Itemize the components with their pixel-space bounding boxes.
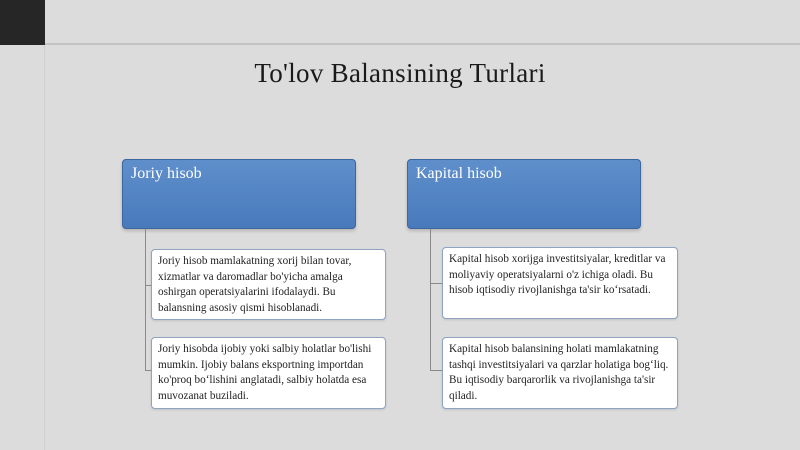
joriy-detail-1: Joriy hisob mamlakatning xorij bilan tovar, xizmatlar va daromadlar bo'yicha amalga oshirgan operatsiyalarini ifodalaydi. Bu balansning asosiy qismi hisoblanadi. [151, 249, 386, 320]
kapital-detail-1: Kapital hisob xorijga investitsiyalar, kreditlar va moliyaviy operatsiyalarni o'z ichiga oladi. Bu hisob iqtisodiy rivojlanishga ta'sir ko‘rsatadi. [442, 247, 678, 319]
top-divider [45, 43, 800, 45]
connector-joriy-vertical [145, 229, 146, 370]
connector-kapital-2 [430, 370, 442, 371]
left-divider [44, 45, 45, 450]
connector-kapital-vertical [430, 229, 431, 370]
header-kapital-hisob: Kapital hisob [407, 159, 641, 229]
header-joriy-hisob: Joriy hisob [122, 159, 356, 229]
slide-title: To'lov Balansining Turlari [254, 58, 546, 88]
joriy-detail-2: Joriy hisobda ijobiy yoki salbiy holatlar bo'lishi mumkin. Ijobiy balans eksportning importdan ko'proq bo‘lishini anglatadi, salbiy holatda esa muvozanat buziladi. [151, 337, 386, 409]
corner-block [0, 0, 45, 45]
kapital-detail-2: Kapital hisob balansining holati mamlakatning tashqi investitsiyalari va qarzlar holatiga bog‘liq. Bu iqtisodiy barqarorlik va rivojlanishga ta'sir qiladi. [442, 337, 678, 409]
connector-kapital-1 [430, 283, 442, 284]
